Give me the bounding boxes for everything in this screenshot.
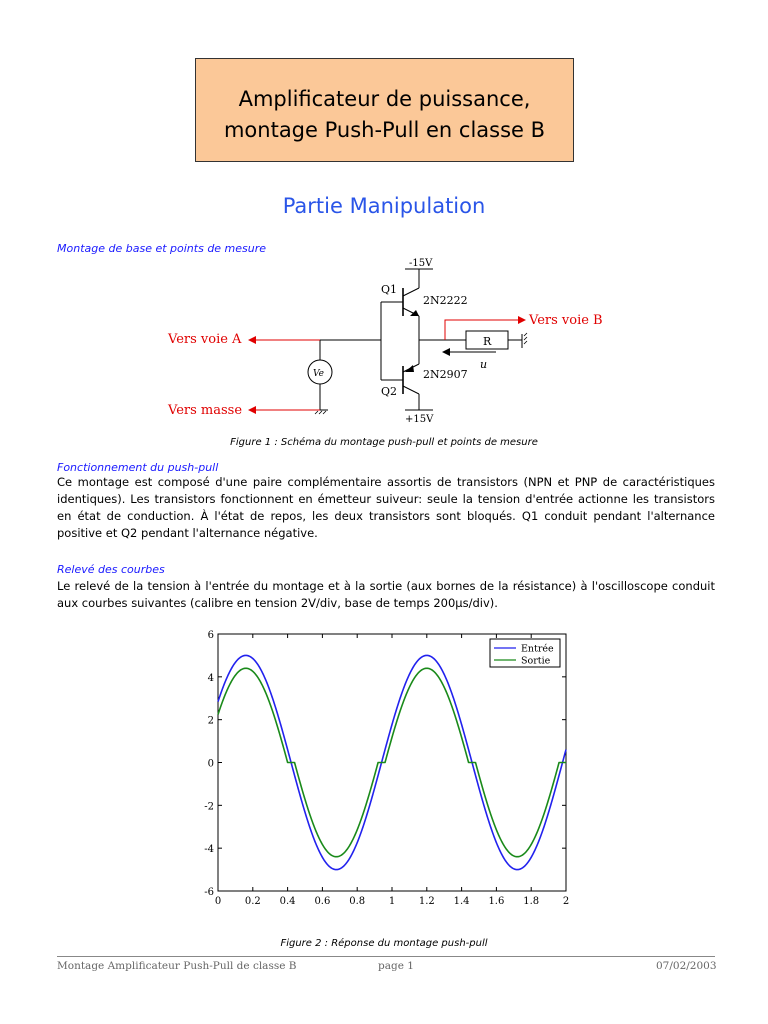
current-label: u <box>480 358 488 371</box>
y-tick-label: 2 <box>207 715 214 727</box>
figure-2-caption: Figure 2 : Réponse du montage push-pull <box>280 938 488 949</box>
footer-page: page 1 <box>378 960 414 972</box>
y-tick-label: 4 <box>207 672 214 684</box>
footer-date: 07/02/2003 <box>656 960 717 972</box>
x-tick-label: 1.4 <box>453 896 470 907</box>
footer-divider <box>57 956 715 957</box>
x-tick-label: 0 <box>214 896 222 907</box>
figure-1-caption: Figure 1 : Schéma du montage push-pull et points de mesure <box>230 437 538 448</box>
masse-label: Vers masse <box>168 403 243 418</box>
voie-b-label: Vers voie B <box>529 313 603 328</box>
x-tick-label: 1.6 <box>488 896 505 907</box>
x-tick-label: 0.2 <box>244 896 261 907</box>
releve-subhead: Relevé des courbes <box>57 563 165 576</box>
response-chart <box>0 625 768 915</box>
circuit-diagram <box>0 250 768 440</box>
x-tick-label: 0.8 <box>349 896 366 907</box>
source-label: Ve <box>313 369 324 379</box>
fonctionnement-paragraph <box>57 474 715 542</box>
y-tick-label: -4 <box>204 844 214 856</box>
supply-bottom-label: +15V <box>405 414 434 425</box>
x-tick-label: 2 <box>562 896 570 907</box>
x-tick-label: 1.8 <box>523 896 540 907</box>
y-tick-label: 6 <box>207 630 214 641</box>
y-tick-label: 0 <box>207 758 214 770</box>
title-line-1: Amplificateur de puissance, <box>238 87 531 111</box>
x-tick-label: 1 <box>388 896 396 907</box>
voie-a-label: Vers voie A <box>168 332 242 347</box>
legend-label: Sortie <box>521 655 551 667</box>
releve-text: Le relevé de la tension à l'entrée du montage et à la sortie (aux bornes de la résistance) à l'oscilloscope conduit aux courbes suivantes (calibre en tension 2V/div, base de temps 200µs/div). <box>57 579 715 610</box>
circuit-subhead: Montage de base et points de mesure <box>57 242 267 255</box>
x-tick-label: 0.4 <box>279 896 296 907</box>
y-tick-label: -6 <box>204 887 214 898</box>
q1-label: Q1 <box>381 283 398 296</box>
title-line-2: montage Push-Pull en classe B <box>223 118 546 142</box>
title-box <box>195 58 574 162</box>
q2-label: Q2 <box>381 385 398 398</box>
x-tick-label: 1.2 <box>418 896 435 907</box>
fonctionnement-text: Ce montage est composé d'une paire complémentaire assortis de transistors (NPN et PNP de caractéristiques identiques). Les transistors fonctionnent en émetteur suiveur: seule la tension d'entrée actionne les transistors en état de conduction. À l'état de repos, les deux transistors sont bloqués. Q1 conduit pendant l'alternance positive et Q2 pendant l'alternance négative. <box>57 475 715 540</box>
fonctionnement-subhead: Fonctionnement du push-pull <box>57 461 219 474</box>
section-title: Partie Manipulation <box>282 194 486 218</box>
plot-area <box>218 634 566 891</box>
x-tick-label: 0.6 <box>314 896 331 907</box>
q2-part-label: 2N2907 <box>423 368 468 381</box>
releve-paragraph <box>57 578 715 612</box>
supply-top-label: -15V <box>409 258 433 269</box>
q1-part-label: 2N2222 <box>423 294 468 307</box>
footer-left: Montage Amplificateur Push-Pull de classe B <box>57 960 297 972</box>
y-tick-label: -2 <box>204 801 214 813</box>
legend-label: Entrée <box>521 643 554 655</box>
resistor-label: R <box>483 335 492 348</box>
